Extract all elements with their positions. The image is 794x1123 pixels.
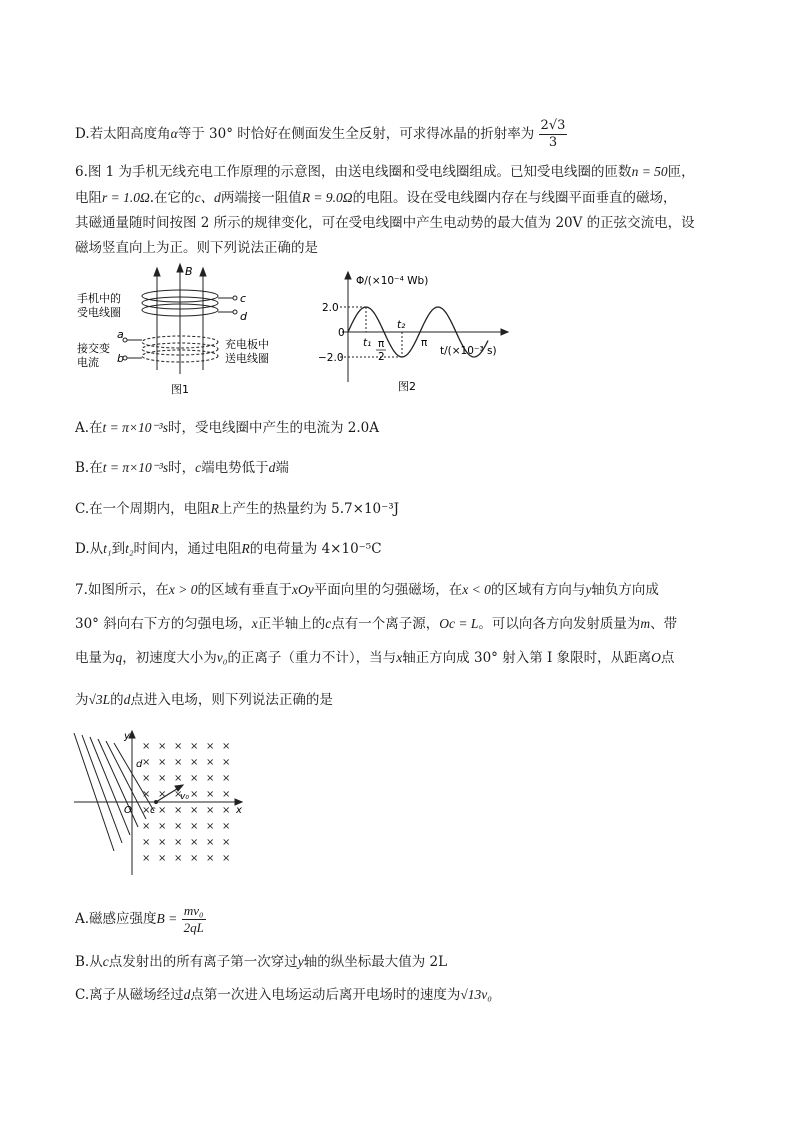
point-d: d [136,759,143,770]
q7-option-c: C.离子从磁场经过d点第一次进入电场运动后离开电场时的速度为√13v₀ [75,987,492,1003]
b-field-cross: × [222,805,231,816]
q7-option-b: B.从c点发射出的所有离子第一次穿过y轴的纵坐标最大值为 2L [75,954,448,970]
q6-option-a: A.在t = π×10⁻³s时，受电线圈中产生的电流为 2.0A [75,420,379,436]
b-field-cross: × [190,805,199,816]
b-field-cross: × [142,821,151,832]
b-field-cross: × [174,741,183,752]
label-phone-2: 受电线圈 [77,306,121,319]
b-field-cross: × [158,741,167,752]
b-field-cross: × [142,789,151,800]
b-field-cross: × [158,821,167,832]
b-field-cross: × [206,773,215,784]
t1-label: t₁ [363,337,372,349]
q6-line1: 6.图 1 为手机无线充电工作原理的示意图，由送电线圈和受电线圈组成。已知受电线圈的匝数n = 50匝， [75,164,695,180]
label-ac-2: 电流 [77,356,99,369]
b-field-cross: × [142,741,151,752]
tick-pos: 2.0 [322,302,339,314]
figure-1-caption: 图1 [171,383,189,396]
label-B: B [185,265,193,278]
q7-option-a: A.磁感应强度B = $\frac{\text{mv₀}}{2qL}$ [75,903,204,935]
tick-neg: −2.0 [318,352,344,364]
b-field-cross: × [158,837,167,848]
b-field-cross: × [142,837,151,848]
axis-x-label: x [236,805,242,816]
b-field-cross: × [158,757,167,768]
label-ac-1: 接交变 [77,342,110,355]
b-field-cross: × [222,837,231,848]
b-field-cross: × [158,853,167,864]
b-field-cross: × [206,837,215,848]
b-field-cross: × [174,757,183,768]
x-axis-label: t/(×10⁻³ s) [440,345,497,357]
q7-line2: 30° 斜向右下方的匀强电场，x正半轴上的c点有一个离子源，Oc = L。可以向各方向发射质量为m、带 [75,616,678,632]
e-field-line [82,735,122,843]
b-field-cross: × [190,757,199,768]
q6-line3: 其磁通量随时间按图 2 所示的规律变化，可在受电线圈中产生电动势的最大值为 20V 的正弦交流电，设 [75,215,695,231]
e-field-line [90,737,130,835]
option-d-prev: D.若太阳高度角α等于 30° 时恰好在侧面发生全反射，可求得冰晶的折射率为 $\frac{2√3}{3}$ [75,118,566,150]
figure-2-caption: 图2 [398,380,416,393]
b-field-cross: × [222,757,231,768]
b-field-cross: × [190,789,199,800]
label-phone-1: 手机中的 [77,292,121,305]
b-field-cross: × [206,741,215,752]
velocity-label: v₀ [180,792,189,802]
figure-q7-fields [70,727,250,877]
b-field-cross: × [206,757,215,768]
terminal-c: c [240,292,247,305]
b-field-cross: × [142,773,151,784]
b-field-cross: × [174,821,183,832]
q6-option-b: B.在t = π×10⁻³s时，c端电势低于d端 [75,460,289,476]
b-field-cross: × [174,789,183,800]
b-field-cross: × [222,821,231,832]
b-field-cross: × [174,837,183,848]
b-field-cross: × [158,789,167,800]
b-field-cross: × [206,821,215,832]
b-field-cross: × [158,773,167,784]
b-field-cross: × [190,853,199,864]
b-field-cross: × [206,853,215,864]
pi-half-num: π [378,338,385,350]
b-field-cross: × [174,853,183,864]
b-field-cross: × [206,789,215,800]
origin-O: O [124,805,132,816]
figure-2-flux-graph [318,270,518,395]
q6-option-d: D.从t₁到t₂时间内，通过电阻R的电荷量为 4×10⁻⁵C [75,541,382,557]
origin-label: 0 [338,327,345,339]
q7-line4: 为√3L的d点进入电场，则下列说法正确的是 [75,692,333,708]
refractive-index-fraction: $\frac{2√3}{3}$ [540,118,566,150]
terminal-d: d [240,310,247,323]
b-field-cross: × [174,805,183,816]
figure-1-coils [75,262,290,400]
b-field-cross: × [190,773,199,784]
label-pad-2: 送电线圈 [225,352,269,365]
pi-half-den: 2 [378,351,385,363]
q7-line1: 7.如图所示，在x > 0的区域有垂直于xOy平面向里的匀强磁场，在x < 0的区域有方向与y轴负方向成 [75,582,659,598]
t2-label: t₂ [397,319,406,331]
q6-line4: 磁场竖直向上为正。则下列说法正确的是 [75,240,318,256]
b-field-cross: × [222,853,231,864]
terminal-a: a [117,328,124,341]
b-field-cross: × [142,805,151,816]
b-field-cross: × [222,789,231,800]
terminal-b: b [117,352,124,365]
b-field-cross: × [190,821,199,832]
q7-line3: 电量为q，初速度大小为v₀的正离子（重力不计），当与x轴正方向成 30° 射入第 Ⅰ 象限时，从距离O点 [75,650,675,666]
b-field-cross: × [206,805,215,816]
b-field-cross: × [222,773,231,784]
e-field-line [74,733,114,851]
b-field-cross: × [190,837,199,848]
y-axis-label: Φ/(×10⁻⁴ Wb) [356,275,429,287]
alpha-symbol: α [170,126,178,141]
b-field-fraction: $\frac{\text{mv₀}}{2qL}$ [183,903,204,935]
b-field-cross: × [142,757,151,768]
b-field-cross: × [142,853,151,864]
axis-y-label: y [124,731,130,742]
b-field-cross: × [158,805,167,816]
b-field-cross: × [222,741,231,752]
pi-label: π [421,337,428,349]
label-pad-1: 充电板中 [225,338,269,351]
q6-option-c: C.在一个周期内，电阻R上产生的热量约为 5.7×10⁻³J [75,501,400,517]
b-field-cross: × [174,773,183,784]
point-c: c [150,805,156,816]
q6-line2: 电阻r = 1.0Ω.在它的c、d两端接一阻值R = 9.0Ω的电阻。设在受电线圈内存在与线圈平面垂直的磁场， [75,190,677,206]
b-field-cross: × [190,741,199,752]
